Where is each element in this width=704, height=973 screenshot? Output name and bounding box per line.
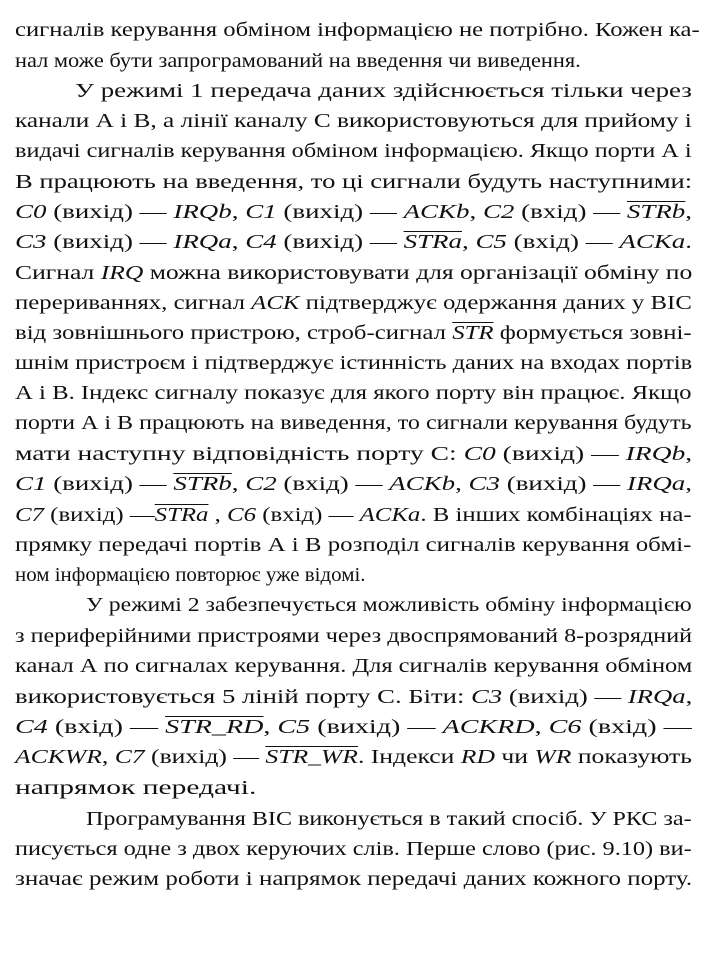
text-run: Сигнал xyxy=(15,263,101,284)
text-run: сигналів керування обміном інформацією не потрібно. Кожен ка- xyxy=(15,20,700,41)
text-run: напрямок передачі. xyxy=(15,778,257,799)
text-run: чи xyxy=(494,747,535,768)
text-line xyxy=(15,382,691,406)
text-line xyxy=(15,716,692,740)
italic-run: IRQb xyxy=(173,202,232,223)
text-run: , xyxy=(101,747,115,768)
text-run: (вихід) — xyxy=(276,232,404,253)
text-line xyxy=(15,746,692,770)
text-run: (вхід) — xyxy=(506,232,620,253)
italic-run: C7 xyxy=(15,505,44,526)
italic-run: IRQa xyxy=(173,232,232,253)
text-run: (вхід) — xyxy=(276,474,390,495)
text-run: , xyxy=(231,202,246,223)
text-run: , xyxy=(685,444,693,465)
text-run: підтверджує одержання даних у ВІС xyxy=(299,293,692,314)
text-run: (вихід) — xyxy=(46,232,174,253)
text-run: , xyxy=(685,687,693,708)
text-line xyxy=(15,292,692,316)
italic-run: C0 xyxy=(463,444,496,465)
text-run: перериваннях, сигнал xyxy=(15,293,252,314)
text-line xyxy=(15,231,692,255)
italic-run: IRQ xyxy=(100,263,144,284)
text-run: використовується 5 ліній порту С. Біти: xyxy=(15,687,472,708)
overlined-signal: STRb xyxy=(626,202,686,223)
text-line xyxy=(15,443,692,467)
text-line xyxy=(15,322,692,346)
text-run: У режимі 2 забезпечується можливість обміну інформацією xyxy=(86,595,692,616)
text-run: (вихід) — xyxy=(276,202,404,223)
italic-run: C3 xyxy=(15,232,47,253)
text-run: А і В. Індекс сигналу показує для якого порту він працює. Якщо xyxy=(15,383,692,404)
text-run: можна використовувати для організації обміну по xyxy=(143,263,693,284)
text-run: видачі сигналів керування обміном інформацією. Якщо порти А і xyxy=(15,141,692,162)
italic-run: C5 xyxy=(475,232,507,253)
text-run: формується зовні- xyxy=(493,323,692,344)
italic-run: ACKa xyxy=(619,232,686,253)
text-line xyxy=(15,110,692,134)
italic-run: ACKRD xyxy=(442,717,535,738)
text-line xyxy=(15,171,692,195)
text-run: , xyxy=(231,232,246,253)
text-run: (вхід) — xyxy=(256,505,360,526)
text-run: В працюють на введення, то ці сигнали будуть наступними: xyxy=(15,172,693,193)
text-line xyxy=(15,19,700,43)
italic-run: C5 xyxy=(277,717,311,738)
italic-run: C7 xyxy=(114,747,145,768)
text-run: мати наступну відповідність порту С: xyxy=(15,444,464,465)
text-run: (вхід) — xyxy=(514,202,627,223)
overlined-signal: STR_RD xyxy=(165,717,264,738)
text-line xyxy=(15,686,692,710)
text-run: , xyxy=(685,474,693,495)
text-run: , xyxy=(534,717,549,738)
text-run: (вихід) — xyxy=(502,687,628,708)
italic-run: WR xyxy=(534,747,572,768)
italic-run: C0 xyxy=(15,202,47,223)
overlined-signal: $\overline{STR}$ xyxy=(452,323,494,344)
italic-run: C6 xyxy=(227,505,257,526)
text-run: (вихід) — xyxy=(499,474,627,495)
text-line xyxy=(15,504,692,528)
italic-run: RD xyxy=(460,747,495,768)
text-line xyxy=(15,201,692,225)
text-run: . xyxy=(685,232,693,253)
text-run: канали А і В, а лінії каналу С використовуються для прийому і xyxy=(15,111,692,132)
text-line xyxy=(15,262,692,286)
text-run: (вхід) — xyxy=(581,717,692,738)
italic-run: IRQb xyxy=(625,444,686,465)
text-line xyxy=(15,655,692,679)
text-run: від зовнішнього пристрою, строб-сигнал xyxy=(15,323,453,344)
italic-run: IRQa xyxy=(626,474,686,495)
text-line xyxy=(86,594,692,618)
text-run: з периферійними пристроями через двоспрямований 8-розрядний xyxy=(15,626,693,647)
text-line xyxy=(15,564,365,588)
italic-run: C1 xyxy=(245,202,277,223)
italic-run: ACKa xyxy=(359,505,421,526)
text-run: канал А по сигналах керування. Для сигналів керування обміном xyxy=(15,656,693,677)
text-run: , xyxy=(263,717,278,738)
text-line xyxy=(15,412,692,436)
text-run: значає режим роботи і напрямок передачі даних кожного порту. xyxy=(15,869,693,890)
text-run: , xyxy=(685,202,693,223)
text-run: . Індекси xyxy=(357,747,461,768)
italic-run: C3 xyxy=(468,474,500,495)
italic-run: C6 xyxy=(548,717,582,738)
text-run: (вхід) — xyxy=(47,717,166,738)
text-line xyxy=(15,50,581,74)
text-run: (вихід) — xyxy=(144,747,266,768)
overlined-signal: STR_WR xyxy=(265,747,358,768)
overlined-signal: STRa xyxy=(403,232,462,253)
text-run: ном інформацією повторює уже відомі. xyxy=(15,565,366,586)
text-line xyxy=(15,352,692,376)
text-line xyxy=(15,140,692,164)
italic-run: C2 xyxy=(245,474,277,495)
overlined-signal: STRb xyxy=(173,474,232,495)
text-run: прямку передачі портів А і В розподіл сигналів керування обмі- xyxy=(15,535,692,556)
text-run: показують xyxy=(571,747,692,768)
text-run: (вихід) — xyxy=(46,474,174,495)
italic-run: C1 xyxy=(15,474,47,495)
overlined-signal: STRa xyxy=(154,505,209,526)
text-run: У режимі 1 передача даних здійснюється тільки через xyxy=(75,81,692,102)
text-line xyxy=(75,80,692,104)
text-run: нал може бути запрограмований на введення чи виведення. xyxy=(15,51,581,72)
text-run: , xyxy=(469,202,483,223)
italic-run: C4 xyxy=(245,232,277,253)
text-run: (вихід) — xyxy=(495,444,626,465)
italic-run: C2 xyxy=(482,202,515,223)
italic-run: IRQa xyxy=(627,687,686,708)
text-run: . В інших комбінаціях на- xyxy=(420,505,692,526)
text-line xyxy=(15,625,692,649)
text-line xyxy=(15,777,256,801)
text-line xyxy=(15,473,692,497)
text-line xyxy=(15,838,692,862)
italic-run: ACKb xyxy=(403,202,470,223)
text-run: , xyxy=(455,474,469,495)
text-line xyxy=(15,868,692,892)
italic-run: ACKWR xyxy=(15,747,102,768)
italic-run: C4 xyxy=(15,717,48,738)
text-run: (вихід) — xyxy=(43,505,155,526)
text-run: писується одне з двох керуючих слів. Перше слово (рис. 9.10) ви- xyxy=(15,839,692,860)
italic-run: C3 xyxy=(471,687,503,708)
italic-run: ACK xyxy=(251,293,300,314)
italic-run: ACKb xyxy=(389,474,456,495)
text-run: , xyxy=(231,474,246,495)
text-line xyxy=(15,534,691,558)
text-run: (вихід) — xyxy=(46,202,174,223)
text-run: , xyxy=(461,232,476,253)
text-run: Програмування ВІС виконується в такий спосіб. У РКС за- xyxy=(86,809,692,830)
text-run: , xyxy=(208,505,228,526)
text-line xyxy=(86,808,692,832)
text-run: (вихід) — xyxy=(310,717,443,738)
text-run: шнім пристроєм і підтверджує істинність даних на входах портів xyxy=(15,353,693,374)
text-run: порти А і В працюють на виведення, то сигнали керування будуть xyxy=(15,413,692,434)
